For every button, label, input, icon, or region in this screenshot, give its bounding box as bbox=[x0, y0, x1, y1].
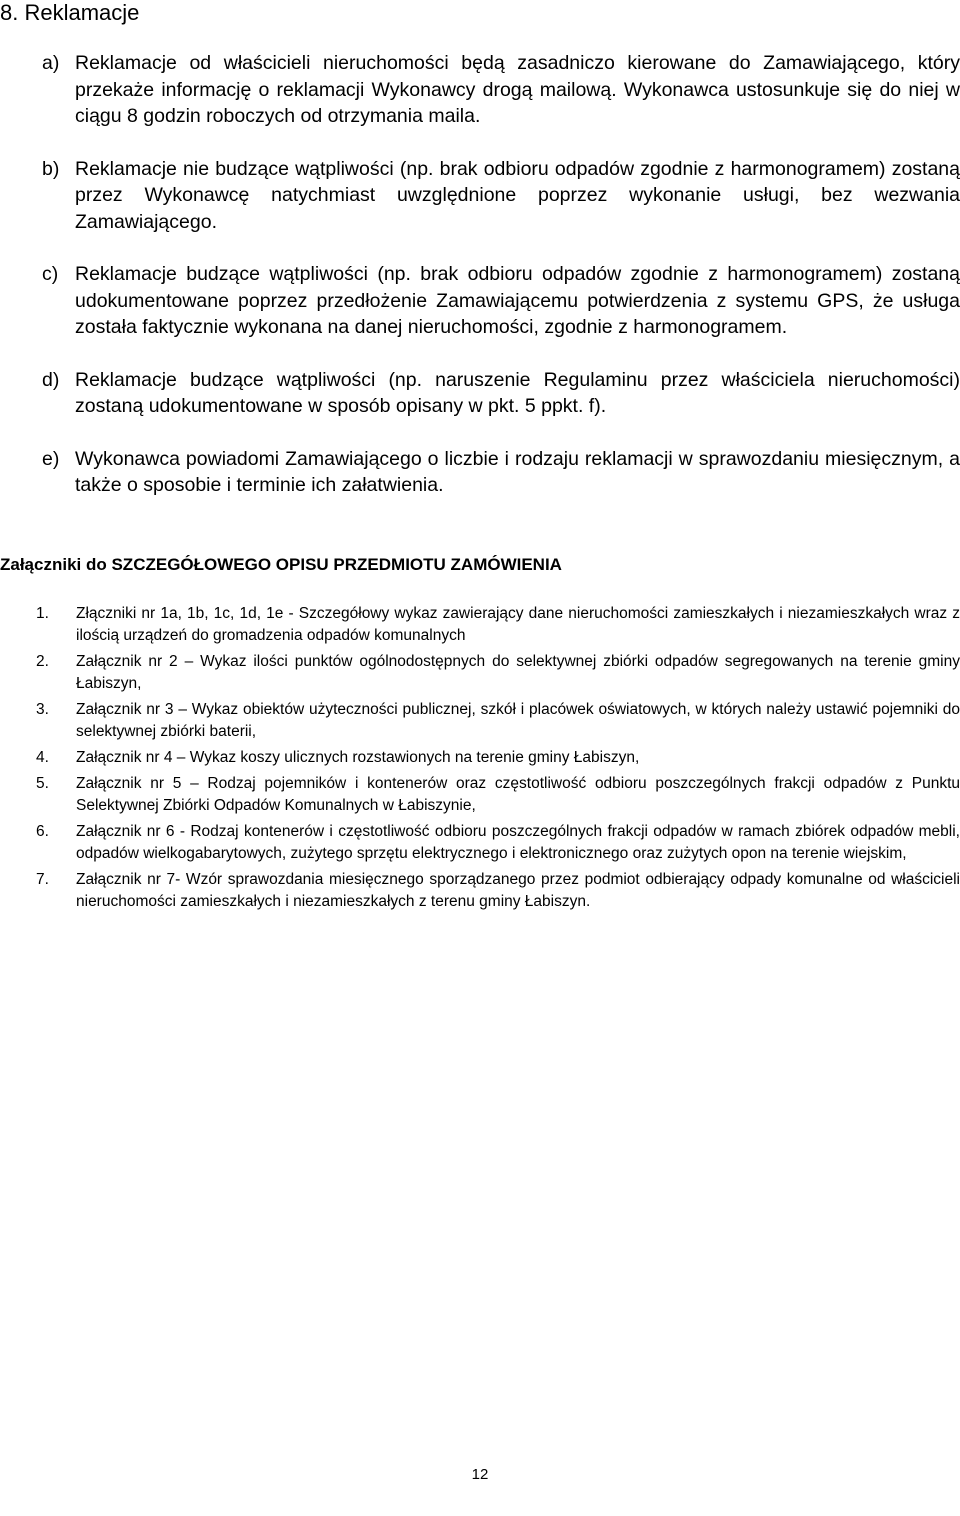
attachment-item-2 bbox=[36, 651, 960, 695]
claim-marker: b) bbox=[42, 157, 60, 180]
attachment-number: 5. bbox=[36, 775, 49, 792]
claim-marker: e) bbox=[42, 447, 60, 470]
claim-text: Reklamacje budzące wątpliwości (np. brak odbioru odpadów zgodnie z harmonogramem) zostaną udokumentowane poprzez przedłożenie Zamawiającemu potwierdzenia z systemu GPS, że usługa została faktycznie wykonana na danej nieruchomości, zgodnie z harmonogramem. bbox=[75, 263, 960, 338]
attachment-item-5 bbox=[36, 773, 960, 817]
attachment-item-7 bbox=[36, 869, 960, 913]
claim-item-a bbox=[42, 50, 960, 130]
attachment-text: Załącznik nr 4 – Wykaz koszy ulicznych rozstawionych na terenie gminy Łabiszyn, bbox=[76, 749, 640, 766]
attachment-number: 7. bbox=[36, 871, 49, 888]
section-heading: 8. Reklamacje bbox=[0, 0, 140, 25]
attachment-number: 1. bbox=[36, 605, 49, 622]
attachments-heading: Załączniki do SZCZEGÓŁOWEGO OPISU PRZEDMIOTU ZAMÓWIENIA bbox=[0, 555, 562, 574]
page-number: 12 bbox=[471, 1466, 489, 1483]
attachment-number: 3. bbox=[36, 701, 49, 718]
claim-item-c bbox=[42, 261, 960, 341]
claim-text: Reklamacje budzące wątpliwości (np. naruszenie Regulaminu przez właściciela nieruchomości) zostaną udokumentowane w sposób opisany w pkt. 5 ppkt. f). bbox=[75, 368, 960, 417]
attachment-number: 6. bbox=[36, 823, 49, 840]
attachment-text: Złączniki nr 1a, 1b, 1c, 1d, 1e - Szczegółowy wykaz zawierający dane nieruchomości zamieszkałych i niezamieszkałych wraz z ilością urządzeń do gromadzenia odpadów komunalnych bbox=[76, 605, 960, 644]
attachments-list bbox=[36, 603, 960, 917]
claim-marker: d) bbox=[42, 368, 60, 391]
attachment-number: 2. bbox=[36, 653, 49, 670]
claim-marker: a) bbox=[42, 52, 60, 74]
attachment-item-6 bbox=[36, 821, 960, 865]
attachment-item-3 bbox=[36, 699, 960, 743]
attachment-text: Załącznik nr 6 - Rodzaj kontenerów i częstotliwość odbioru poszczególnych frakcji odpadów w ramach zbiórek odpadów mebli, odpadów wielkogabarytowych, zużytego sprzętu elektrycznego i elektronicznego oraz zużytych opon na terenie wiejskim, bbox=[76, 823, 960, 862]
attachment-text: Załącznik nr 2 – Wykaz ilości punktów ogólnodostępnych do selektywnej zbiórki odpadów segregowanych na terenie gminy Łabiszyn, bbox=[76, 653, 960, 692]
claim-text: Reklamacje nie budzące wątpliwości (np. brak odbioru odpadów zgodnie z harmonogramem) zostaną przez Wykonawcę natychmiast uwzględnione poprzez wykonanie usługi, bez wezwania Zamawiającego. bbox=[75, 157, 960, 233]
attachment-item-1 bbox=[36, 603, 960, 647]
claims-list bbox=[42, 50, 960, 525]
attachment-text: Załącznik nr 3 – Wykaz obiektów użyteczności publicznej, szkół i placówek oświatowych, w których należy ustawić pojemniki do selektywnej zbiórki baterii, bbox=[76, 701, 960, 740]
attachment-number: 4. bbox=[36, 749, 49, 766]
claim-item-b bbox=[42, 156, 960, 236]
claim-item-d bbox=[42, 367, 960, 420]
attachment-text: Załącznik nr 7- Wzór sprawozdania miesięcznego sporządzanego przez podmiot odbierający odpady komunalne od właścicieli nieruchomości zamieszkałych i niezamieszkałych z terenu gminy Łabiszyn. bbox=[76, 871, 960, 910]
claim-text: Reklamacje od właścicieli nieruchomości będą zasadniczo kierowane do Zamawiającego, który przekaże informację o reklamacji Wykonawcy drogą mailową. Wykonawca ustosunkuje się do niej w ciągu 8 godzin roboczych od otrzymania maila. bbox=[75, 52, 960, 127]
claim-item-e bbox=[42, 446, 960, 499]
claim-text: Wykonawca powiadomi Zamawiającego o liczbie i rodzaju reklamacji w sprawozdaniu miesięcznym, a także o sposobie i terminie ich załatwienia. bbox=[75, 447, 960, 496]
claim-marker: c) bbox=[42, 263, 59, 285]
attachment-text: Załącznik nr 5 – Rodzaj pojemników i kontenerów oraz częstotliwość odbioru poszczególnych frakcji odpadów z Punktu Selektywnej Zbiórki Odpadów Komunalnych w Łabiszynie, bbox=[76, 775, 960, 814]
attachment-item-4 bbox=[36, 747, 960, 769]
